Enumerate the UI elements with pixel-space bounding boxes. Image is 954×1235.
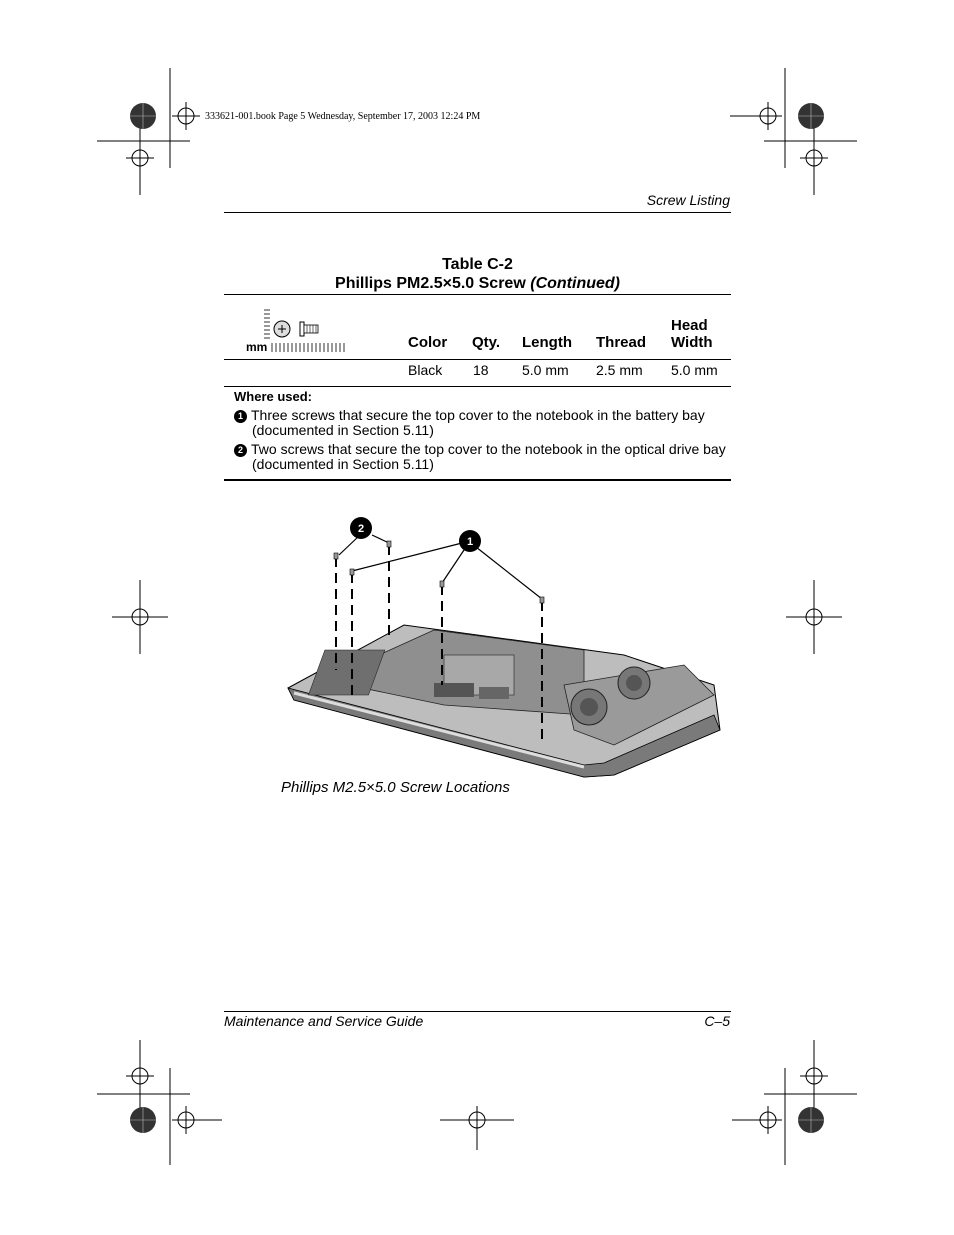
row-divider — [224, 386, 731, 387]
table-top-rule — [224, 294, 731, 295]
table-bottom-rule — [224, 479, 731, 481]
running-head: Screw Listing — [646, 192, 730, 208]
item-text-cont: (documented in Section 5.11) — [252, 456, 434, 472]
cell-length: 5.0 mm — [522, 362, 569, 378]
cell-color: Black — [408, 362, 443, 378]
table-title — [224, 274, 731, 293]
callout-1-label: 1 — [466, 536, 474, 548]
icon-mm-label: mm — [246, 340, 268, 354]
header-rule — [224, 212, 731, 213]
screw-location-figure — [284, 515, 724, 780]
header-length: Length — [522, 334, 572, 351]
where-used-item — [234, 408, 734, 438]
header-thread: Thread — [596, 334, 647, 351]
cell-head-width: 5.0 mm — [671, 362, 718, 378]
slug-line: 333621-001.book Page 5 Wednesday, September 17, 2003 12:24 PM — [205, 111, 481, 122]
callout-badge: 1 — [234, 410, 247, 423]
item-text: Two screws that secure the top cover to the notebook in the optical drive bay — [251, 441, 726, 457]
where-used-item — [234, 442, 734, 472]
cell-qty: 18 — [473, 362, 489, 378]
callout-badge: 2 — [234, 444, 247, 457]
callout-2-label: 2 — [357, 523, 365, 535]
notebook-illustration — [284, 515, 724, 780]
item-text-cont: (documented in Section 5.11) — [252, 422, 434, 438]
table-title-suffix: (Continued) — [530, 275, 620, 292]
page-number: C–5 — [704, 1013, 730, 1029]
figure-caption: Phillips M2.5×5.0 Screw Locations — [281, 779, 510, 796]
header-qty: Qty. — [472, 334, 501, 351]
screw-size-icon — [244, 306, 354, 356]
header-head: Head — [671, 317, 708, 334]
item-text: Three screws that secure the top cover to the notebook in the battery bay — [251, 407, 705, 423]
table-title-main: Phillips PM2.5×5.0 Screw — [335, 275, 526, 292]
where-used-title: Where used: — [234, 389, 313, 404]
table-number: Table C-2 — [442, 256, 513, 273]
header-color: Color — [408, 334, 448, 351]
header-divider — [224, 359, 731, 360]
footer-guide-title: Maintenance and Service Guide — [224, 1013, 424, 1029]
header-width: Width — [671, 334, 713, 351]
footer-rule — [224, 1011, 731, 1012]
cell-thread: 2.5 mm — [596, 362, 643, 378]
